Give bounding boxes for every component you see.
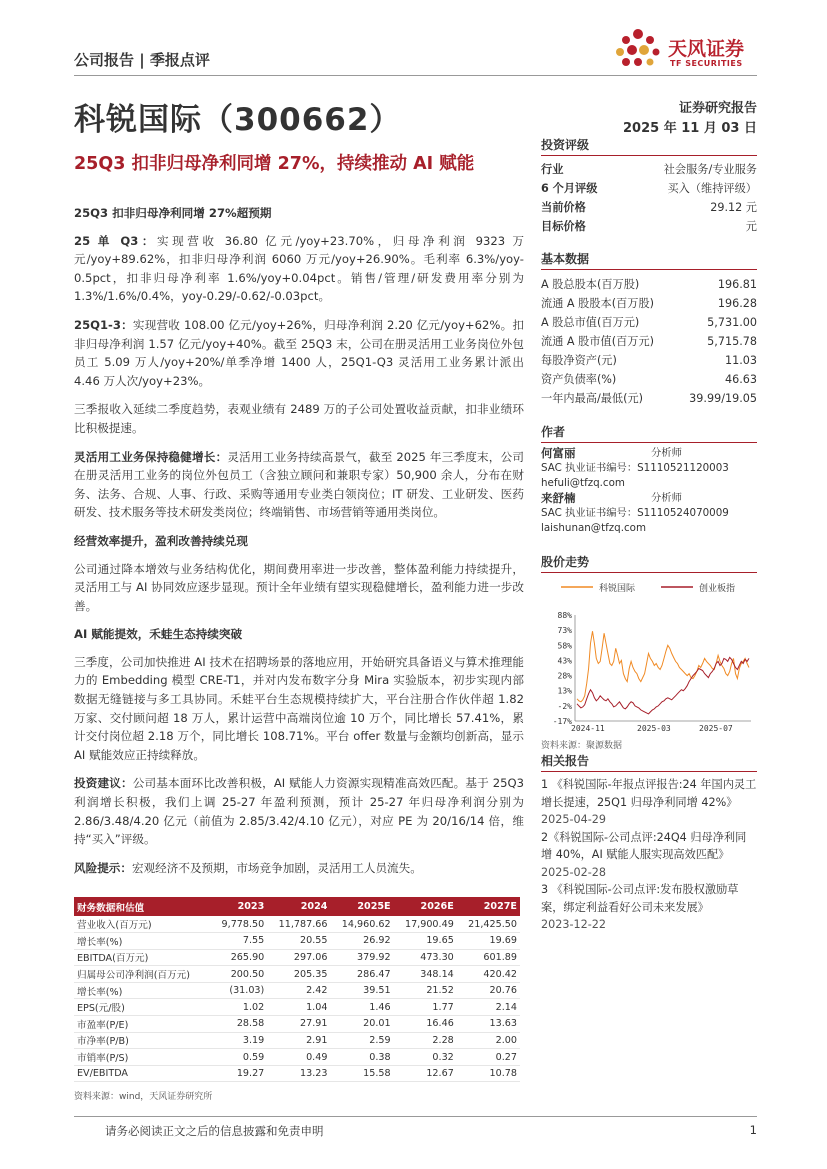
related-report-title: 3 《科锐国际-公司点评:发布股权激励草案，绑定利益看好公司未来发展》 xyxy=(541,883,739,914)
y-tick-label: -17% xyxy=(552,717,572,726)
tf-logo-icon xyxy=(612,26,664,70)
related-title: 相关报告 xyxy=(541,752,757,772)
logo-subtext: TF SECURITIES xyxy=(670,59,743,68)
table-row xyxy=(74,1032,520,1049)
basic-data-row xyxy=(541,332,757,351)
table-cell: 39.51 xyxy=(330,982,393,999)
table-header-cell: 2025E xyxy=(330,897,393,916)
author-entry xyxy=(541,491,757,536)
footer-divider xyxy=(74,1116,757,1117)
table-cell: 0.49 xyxy=(267,1049,330,1066)
table-cell: 9,778.50 xyxy=(211,916,267,933)
table-row-label: 市盈率(P/E) xyxy=(74,1016,211,1033)
table-row xyxy=(74,933,520,950)
basic-data-value: 39.99/19.05 xyxy=(689,392,757,405)
legend-label: 科锐国际 xyxy=(599,584,636,594)
basic-data-key: 流通 A 股股本(百万股) xyxy=(541,297,654,310)
y-tick-label: 73% xyxy=(557,626,572,636)
table-cell: 205.35 xyxy=(267,966,330,983)
author-name: 来舒楠 xyxy=(541,491,576,505)
header-divider xyxy=(74,75,757,76)
table-cell: (31.03) xyxy=(211,982,267,999)
table-cell: 286.47 xyxy=(330,966,393,983)
table-row-label: EPS(元/股) xyxy=(74,999,211,1016)
table-cell: 21,425.50 xyxy=(457,916,520,933)
table-cell: 13.23 xyxy=(267,1065,330,1082)
table-cell: 1.46 xyxy=(330,999,393,1016)
company-title: 科锐国际（300662） xyxy=(74,102,402,138)
table-row xyxy=(74,916,520,933)
related-report-date: 2025-04-29 xyxy=(541,813,607,826)
table-cell: 20.55 xyxy=(267,933,330,950)
author-email[interactable]: hefuli@tfzq.com xyxy=(541,477,625,489)
basic-data-row xyxy=(541,275,757,294)
lead-flex: 灵活用工业务保持稳健增长： xyxy=(74,449,228,464)
y-tick-label: -2% xyxy=(557,701,572,711)
author-name: 何富丽 xyxy=(541,446,576,460)
basic-data-value: 5,715.78 xyxy=(707,335,757,348)
author-cert: SAC 执业证书编号：S1110524070009 xyxy=(541,507,729,519)
table-cell: 265.90 xyxy=(211,949,267,966)
table-row xyxy=(74,1049,520,1066)
rating-row xyxy=(541,160,757,179)
rating-key: 当前价格 xyxy=(541,201,586,214)
table-cell: 2.59 xyxy=(330,1032,393,1049)
report-date: 2025 年 11 月 03 日 xyxy=(623,121,757,136)
report-subtitle: 25Q3 扣非归母净利同增 27%，持续推动 AI 赋能 xyxy=(74,154,475,174)
table-row xyxy=(74,966,520,983)
table-cell: 200.50 xyxy=(211,966,267,983)
y-tick-label: 43% xyxy=(557,656,572,666)
author-name-row xyxy=(541,446,757,461)
author-entry xyxy=(541,446,757,491)
basic-data-title: 基本数据 xyxy=(541,250,757,270)
rating-value: 29.12 元 xyxy=(710,201,757,214)
table-row-label: 增长率(%) xyxy=(74,933,211,950)
financial-table xyxy=(74,897,520,1082)
series-line xyxy=(577,631,749,702)
basic-data-key: A 股总股本(百万股) xyxy=(541,278,640,291)
table-row xyxy=(74,949,520,966)
lead-invest: 投资建议： xyxy=(74,776,133,791)
footer-disclaimer: 请务必阅读正文之后的信息披露和免责申明 xyxy=(105,1124,324,1138)
table-cell: 3.19 xyxy=(211,1032,267,1049)
table-row-label: 市销率(P/S) xyxy=(74,1049,211,1066)
table-row xyxy=(74,982,520,999)
basic-data-value: 46.63 xyxy=(724,373,757,386)
table-row-label: 归属母公司净利润(百万元) xyxy=(74,966,211,983)
basic-data-row xyxy=(541,389,757,408)
basic-data-value: 196.81 xyxy=(717,278,757,291)
y-tick-label: 28% xyxy=(557,671,572,681)
table-cell: 0.27 xyxy=(457,1049,520,1066)
authors-title: 作者 xyxy=(541,423,757,443)
related-report-title: 2《科锐国际-公司点评:24Q4 归母净利同增 40%，AI 赋能人服实现高效匹配》 xyxy=(541,830,747,861)
basic-data-row xyxy=(541,294,757,313)
table-cell: 12.67 xyxy=(394,1065,457,1082)
table-cell: 20.76 xyxy=(457,982,520,999)
table-cell: 1.04 xyxy=(267,999,330,1016)
table-cell: 1.77 xyxy=(394,999,457,1016)
section-heading-1: 25Q3 扣非归母净利同增 27%超预期 xyxy=(74,206,272,220)
page-number: 1 xyxy=(749,1123,757,1137)
series-line xyxy=(577,657,749,714)
basic-data-key: 流通 A 股市值(百万元) xyxy=(541,335,654,348)
table-cell: 2.00 xyxy=(457,1032,520,1049)
rating-value: 元 xyxy=(745,220,757,233)
basic-data-key: A 股总市值(百万元) xyxy=(541,316,640,329)
table-cell: 15.58 xyxy=(330,1065,393,1082)
table-cell: 7.55 xyxy=(211,933,267,950)
text-flex: 灵活用工业务持续高景气，截至 2025 年三季度末，公司在册灵活用工业务的岗位外包员工（含独立顾问和兼职专家）50,900 余人，分布在财务、法务、合规、人事、行政、采购等通用专业类白领岗位；IT 研发、工业研发、医药研发、技术服务等技术研发类岗位；终端销售、市场营销等通用类岗位。 xyxy=(74,449,524,520)
table-cell: 14,960.62 xyxy=(330,916,393,933)
basic-data-box xyxy=(541,250,757,408)
table-header-cell: 财务数据和估值 xyxy=(74,897,211,916)
basic-data-key: 资产负债率(%) xyxy=(541,373,617,386)
chart-title: 股价走势 xyxy=(541,553,757,573)
y-tick-label: 88% xyxy=(557,611,572,620)
table-header-cell: 2024 xyxy=(267,897,330,916)
lead-q1-3: 25Q1-3： xyxy=(74,317,133,332)
y-tick-label: 13% xyxy=(557,686,572,696)
table-cell: 2.42 xyxy=(267,982,330,999)
related-report-date: 2025-02-28 xyxy=(541,865,607,879)
related-report-item[interactable] xyxy=(541,829,757,882)
table-source: 资料来源：wind，天风证券研究所 xyxy=(74,1092,213,1102)
table-row xyxy=(74,999,520,1016)
text-risk: 宏观经济不及预期，市场竞争加剧，灵活用工人员流失。 xyxy=(131,860,422,875)
related-report-item[interactable] xyxy=(541,881,757,934)
report-type: 证券研究报告 xyxy=(678,101,757,116)
table-row-label: 营业收入(百万元) xyxy=(74,916,211,933)
related-reports-box xyxy=(541,752,757,934)
author-role: 分析师 xyxy=(651,447,682,459)
authors-box xyxy=(541,423,757,536)
table-cell: 16.46 xyxy=(394,1016,457,1033)
section-heading-3: AI 赋能提效，禾蛙生态持续突破 xyxy=(74,627,243,642)
price-chart xyxy=(541,575,757,735)
rating-row xyxy=(541,179,757,198)
table-cell: 473.30 xyxy=(394,949,457,966)
table-cell: 19.27 xyxy=(211,1065,267,1082)
table-row-label: EV/EBITDA xyxy=(74,1065,211,1082)
table-cell: 21.52 xyxy=(394,982,457,999)
section-heading-2: 经营效率提升，盈利改善持续兑现 xyxy=(74,533,248,548)
paragraph-q3 xyxy=(74,232,524,306)
paragraph-ai: 三季度，公司加快推进 AI 技术在招聘场景的落地应用，开始研究具备语义与算术推理能力的 Embedding 模型 CRE-T1，并对内发布数字分身 Mira 实验版本，初步实现内部数据无缝链接与多工具协同。禾蛙平台生态规模持续扩大，平台注册合作伙伴超 1.82 万家、交付顾问超 18 万人，累计运营中高端岗位逾 10 万个，同比增长 57.41%，累计交付岗位超 2.18 万个，同比增长 108.71%。平台 offer 数量与金额均创新高，显示 AI 赋能效应正持续释放。 xyxy=(74,654,524,762)
basic-data-key: 一年内最高/最低(元) xyxy=(541,392,643,405)
table-cell: 27.91 xyxy=(267,1016,330,1033)
rating-row xyxy=(541,198,757,217)
rating-key: 目标价格 xyxy=(541,220,586,233)
x-tick-label: 2025-07 xyxy=(699,724,733,733)
table-cell: 2.28 xyxy=(394,1032,457,1049)
table-cell: 2.91 xyxy=(267,1032,330,1049)
basic-data-row xyxy=(541,351,757,370)
table-cell: 0.38 xyxy=(330,1049,393,1066)
basic-data-key: 每股净资产(元) xyxy=(541,354,617,367)
author-email[interactable]: laishunan@tfzq.com xyxy=(541,522,646,534)
table-cell: 19.69 xyxy=(457,933,520,950)
paragraph-efficiency: 公司通过降本增效与业务结构优化，期间费用率进一步改善，整体盈利能力持续提升，灵活用工与 AI 协同效应逐步显现。预计全年业绩有望实现稳健增长，盈利能力进一步改善。 xyxy=(74,561,524,613)
table-cell: 28.58 xyxy=(211,1016,267,1033)
table-row-label: 市净率(P/B) xyxy=(74,1032,211,1049)
text-q3: 实现营收 36.80 亿元/yoy+23.70%，归母净利润 9323 万元/yoy+89.62%，扣非归母净利润 6060 万元/yoy+26.90%。毛利率 6.3%/yoy-0.5pct，扣非归母净利率 1.6%/yoy+0.04pct。销售/管理/研发费用率分别为 1.3%/1.6%/0.4%，yoy-0.29/-0.62/-0.03pct。 xyxy=(74,233,524,304)
table-cell: 0.32 xyxy=(394,1049,457,1066)
basic-data-value: 5,731.00 xyxy=(707,316,757,329)
table-cell: 19.65 xyxy=(394,933,457,950)
lead-risk: 风险提示： xyxy=(74,860,132,875)
y-tick-label: 58% xyxy=(557,641,572,651)
table-cell: 17,900.49 xyxy=(394,916,457,933)
basic-data-value: 11.03 xyxy=(724,354,757,367)
rating-value: 社会服务/专业服务 xyxy=(663,163,757,176)
table-row-label: EBITDA(百万元) xyxy=(74,949,211,966)
lead-q3: 25 单 Q3： xyxy=(74,233,158,248)
basic-data-row xyxy=(541,370,757,389)
basic-data-row xyxy=(541,313,757,332)
paragraph-q1-3 xyxy=(74,316,524,390)
table-header-cell: 2027E xyxy=(457,897,520,916)
table-cell: 2.14 xyxy=(457,999,520,1016)
table-cell: 13.63 xyxy=(457,1016,520,1033)
rating-key: 行业 xyxy=(541,163,564,176)
table-cell: 601.89 xyxy=(457,949,520,966)
legend-label: 创业板指 xyxy=(699,584,736,594)
logo-text: 天风证券 xyxy=(668,38,745,60)
rating-title: 投资评级 xyxy=(541,136,757,156)
table-header-cell: 2026E xyxy=(394,897,457,916)
table-row-label: 增长率(%) xyxy=(74,982,211,999)
table-row xyxy=(74,1065,520,1082)
author-name-row xyxy=(541,491,757,506)
rating-box xyxy=(541,136,757,236)
rating-value: 买入（维持评级） xyxy=(667,182,757,195)
rating-row xyxy=(541,217,757,236)
table-cell: 20.01 xyxy=(330,1016,393,1033)
table-cell: 297.06 xyxy=(267,949,330,966)
price-chart-box xyxy=(541,553,757,751)
paragraph-invest xyxy=(74,774,524,848)
related-report-title: 1 《科锐国际-年报点评报告:24 年国内灵工增长提速，25Q1 归母净利同增 42%》 xyxy=(541,778,757,809)
related-report-date: 2023-12-22 xyxy=(541,918,607,931)
chart-source: 资料来源：聚源数据 xyxy=(541,741,623,751)
x-tick-label: 2024-11 xyxy=(571,724,605,733)
text-invest: 公司基本面环比改善积极，AI 赋能人力资源实现精准高效匹配。基于 25Q3 利润增长积极，我们上调 25-27 年盈利预测，预计 25-27 年归母净利润分别为 2.86/3.48/4.20 亿元（前值为 2.85/3.42/4.10 亿元），对应 PE 为 20/16/14 倍，维持“买入”评级。 xyxy=(74,776,524,847)
paragraph-flex xyxy=(74,448,524,522)
table-cell: 379.92 xyxy=(330,949,393,966)
author-role: 分析师 xyxy=(651,492,682,504)
table-header-cell: 2023 xyxy=(211,897,267,916)
paragraph-risk xyxy=(74,859,524,878)
table-cell: 0.59 xyxy=(211,1049,267,1066)
table-cell: 1.02 xyxy=(211,999,267,1016)
author-cert: SAC 执业证书编号：S1110521120003 xyxy=(541,462,729,474)
text-q1-3: 实现营收 108.00 亿元/yoy+26%，归母净利润 2.20 亿元/yoy+62%。扣非归母净利润 1.57 亿元/yoy+40%。截至 25Q3 末，公司在册灵活用工业务岗位外包员工 5.09 万人/yoy+20%/单季净增 1400 人，25Q1-Q3 灵活用工业务累计派出 4.46 万人次/yoy+23%。 xyxy=(74,317,524,388)
table-row xyxy=(74,1016,520,1033)
table-cell: 348.14 xyxy=(394,966,457,983)
rating-key: 6 个月评级 xyxy=(541,182,598,195)
table-cell: 420.42 xyxy=(457,966,520,983)
x-tick-label: 2025-03 xyxy=(637,724,671,733)
paragraph-trend: 三季报收入延续二季度趋势，表观业绩有 2489 万的子公司处置收益贡献，扣非业绩环比积极提速。 xyxy=(74,402,524,435)
related-report-item[interactable] xyxy=(541,776,757,829)
basic-data-value: 196.28 xyxy=(717,297,757,310)
table-cell: 26.92 xyxy=(330,933,393,950)
table-cell: 10.78 xyxy=(457,1065,520,1082)
table-cell: 11,787.66 xyxy=(267,916,330,933)
main-body xyxy=(74,204,524,877)
report-category: 公司报告 | 季报点评 xyxy=(74,51,210,69)
